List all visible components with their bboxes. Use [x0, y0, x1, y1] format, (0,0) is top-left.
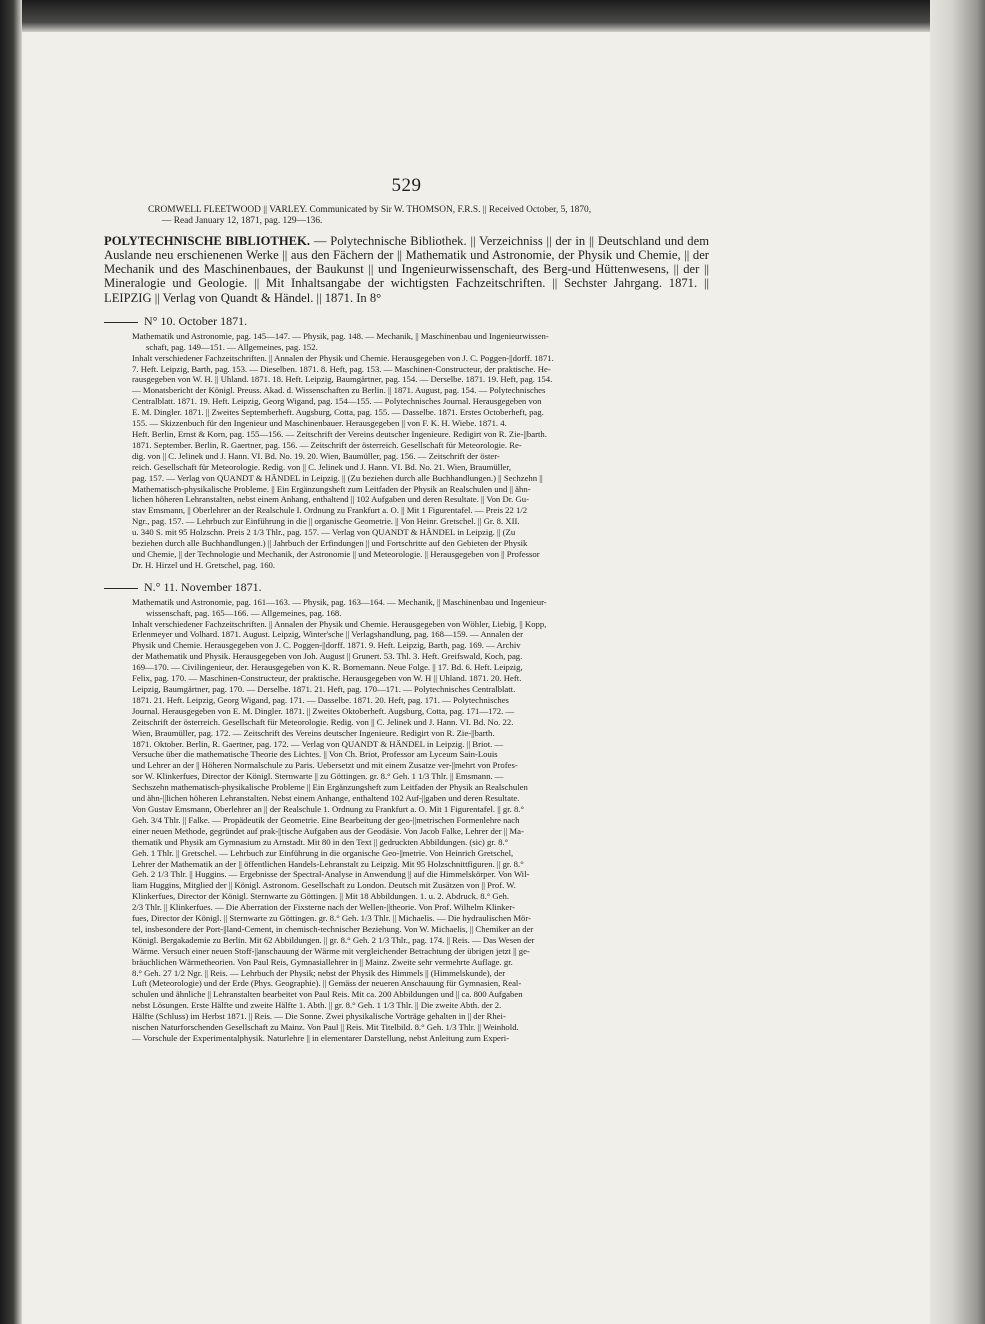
issue-text-line: Hälfte (Schluss) im Herbst 1871. || Reis. — Die Sonne. Zwei physikalische Vorträge gehalten in || der Rhei-	[132, 1011, 506, 1022]
issue-text-line: Inhalt verschiedener Fachzeitschriften. || Annalen der Physik und Chemie. Herausgegeben von J. C. Poggen-||dorff. 1871.	[132, 352, 554, 363]
issue-text-line: nebst Lösungen. Erste Hälfte und zweite Hälfte 1. Abth. || gr. 8.° Geh. 1 1/3 Thlr. || Die zweite Abth. der 2.	[132, 1000, 502, 1011]
issue-text-line: Von Gustav Emsmann, Oberlehrer an || der Realschule 1. Ordnung zu Frankfurt a. O. Mit 1 Figurentafel. || gr. 8.°	[132, 803, 524, 814]
heading-rule	[104, 322, 138, 323]
scan-left-edge	[0, 0, 22, 1324]
issue-text-line: Centralblatt. 1871. 19. Heft. Leipzig, Georg Wigand, pag. 154—155. — Polytechnisches Journal. Herausgegeben von	[132, 396, 542, 407]
issue-text-line: Sechszehn mathematisch-physikalische Probleme || Ein Ergänzungsheft zum Leitfaden der Physik an Realschulen	[132, 782, 528, 793]
bibliography-entry	[104, 234, 709, 305]
issue-text-line: 7. Heft. Leipzig, Barth, pag. 153. — Dieselben. 1871. 8. Heft, pag. 153. — Maschinen-Constructeur, der praktische. He-	[132, 363, 551, 374]
issue-text-line: — Vorschule der Experimentalphysik. Naturlehre || in elementarer Darstellung, nebst Anleitung zum Experi-	[132, 1033, 510, 1044]
issue-text-line: der Mathematik und Physik. Herausgegeben von Joh. August || Grunert. 53. Thl. 3. Heft. Greifswald, Koch, pag.	[132, 651, 523, 662]
reference-citation	[148, 205, 709, 228]
issue-text-line: rausgegeben von W. H. || Uhland. 1871. 18. Heft. Leipzig, Baumgärtner, pag. 154. — Derselbe. 1871. 19. Heft, pag. 154.	[132, 374, 553, 385]
issue-text-line: einer neuen Methode, gegründet auf prak-||tische Aufgaben aus der Geodäsie. Von Jacob Falke, Lehrer der || Ma-	[132, 825, 524, 836]
issue-text-line: Zeitschrift der österreich. Gesellschaft für Meteorologie. Redig. von || C. Jelinek und J. Hann. VI. Bd. No. 22.	[132, 716, 514, 727]
issue-text-line: Königl. Bergakademie zu Berlin. Mit 62 Abbildungen. || gr. 8.° Geh. 2 1/3 Thlr., pag. 174. || Reis. — Das Wesen der	[132, 934, 535, 945]
issue-text-line: Geh. 1 Thlr. || Gretschel. — Lehrbuch zur Einführung in die organische Geo-||metrie. Von Heinrich Gretschel,	[132, 847, 514, 858]
issue-text-line: Felix, pag. 170. — Maschinen-Constructeur, der praktische. Herausgegeben von W. H || Uhland. 1871. 20. Heft.	[132, 673, 522, 684]
issue-text-line: 155. — Skizzenbuch für den Ingenieur und Maschinenbauer. Herausgegeben || von F. K. H. Wiebe. 1871. 4.	[132, 418, 507, 429]
issue-text-line: nischen Naturforschenden Gesellschaft zu Mainz. Von Paul || Reis. Mit Titelbild. 8.° Geh. 1/3 Thlr. || Weinhold.	[132, 1022, 519, 1033]
issue-text-line: Geh. 3/4 Thlr. || Falke. — Propädeutik der Geometrie. Eine Bearbeitung der geo-||metrischen Formenlehre nach	[132, 814, 520, 825]
issue-text-line: 8.° Geh. 27 1/2 Ngr. || Reis. — Lehrbuch der Physik; nebst der Physik des Himmels || (Himmelskunde), der	[132, 967, 506, 978]
heading-rule	[104, 588, 138, 589]
issue-text-line: schulen und ähnliche || Lehranstalten bearbeitet von Paul Reis. Mit ca. 200 Abbildungen und || ca. 800 Aufgaben	[132, 989, 523, 1000]
issue-text-line: Klinkerfues, Director der Königl. Sternwarte zu Göttingen. || Mit 18 Abbildungen. 1. u. 2. Abdruck. 8.° Geh.	[132, 891, 510, 902]
issue-text-line: Wärme. Versuch einer neuen Stoff-||anschauung der Wärme mit vergleichender Betrachtung der übrigen jetzt || ge-	[132, 945, 530, 956]
issue-text-line: 2/3 Thlr. || Klinkerfues. — Die Aberration der Fixsterne nach der Wellen-||theorie. Von Prof. Wilhelm Klinker-	[132, 902, 515, 913]
issue-text-line: Mathematik und Astronomie, pag. 145—147. — Physik, pag. 148. — Mechanik, || Maschinenbau und Ingenieurwissen-	[132, 330, 549, 341]
issue-text-line: und Lehrer an der || Höheren Normalschule zu Paris. Uebersetzt und mit einem Zusatze ver-||mehrt von Profes-	[132, 760, 518, 771]
entry-text: — Polytechnische Bibliothek. || Verzeichniss || der in || Deutschland und dem Auslande neu erschienenen Werke || aus den Fächern der || Mathematik und Astronomie, der Physik und Chemie, || der Mechanik und des Maschinenbaues, der Baukunst || und Ingenieurwissenschaft, des Berg-und Hüttenwesens, || der || Mineralogie und Geologie. || Mit Inhaltsangabe der wichtigsten Fachzeitschriften. || Sechster Jahrgang. 1871. || LEIPZIG || Verlag von Quandt & Händel. || 1871. In 8°	[104, 233, 709, 305]
issue-text-line: und ähn-||lichen höheren Lehranstalten. Nebst einem Anhange, enthaltend 102 Auf-||gaben und deren Resultate.	[132, 793, 520, 804]
issue-text-line: Wien, Braumüller, pag. 172. — Zeitschrift des Vereins deutscher Ingenieure. Redigirt von R. Zie-||barth.	[132, 727, 495, 738]
issue-heading	[104, 314, 709, 328]
issue-text-line: Luft (Meteorologie) und der Erde (Phys. Geographie). || Gemäss der neueren Anschauung für Gymnasien, Real-	[132, 978, 522, 989]
issue-text-line: wissenschaft, pag. 165—166. — Allgemeines, pag. 168.	[146, 607, 342, 618]
scan-right-edge	[930, 0, 985, 1324]
issue-section	[104, 580, 709, 1044]
issue-text-line: beziehen durch alle Buchhandlungen.) || Jahrbuch der Erfindungen || und Fortschritte auf den Gebieten der Physik	[132, 538, 528, 549]
issue-text-line: Inhalt verschiedener Fachzeitschriften. || Annalen der Physik und Chemie. Herausgegeben von Wöhler, Liebig, || Kopp,	[132, 618, 547, 629]
issue-text-line: lichen höheren Lehranstalten, nebst einem Anhang, enthaltend || 102 Aufgaben und deren Resultate. || Von Dr. Gu-	[132, 494, 529, 505]
issue-text-line: Versuche über die mathematische Theorie des Lichtes. || Von Ch. Briot, Professor am Lyceum Sain-Louis	[132, 749, 498, 760]
issue-text-line: Leipzig, Baumgärtner, pag. 170. — Derselbe. 1871. 21. Heft, pag. 170—171. — Polytechnisches Centralblatt.	[132, 684, 516, 695]
issue-text-line: liam Huggins, Mitglied der || Königl. Astronom. Gesellschaft zu London. Deutsch mit Zusätzen von || Prof. W.	[132, 880, 516, 891]
issue-text-line: — Monatsbericht der Königl. Preuss. Akad. d. Wissenschaften zu Berlin. || 1871. August, pag. 154. — Polytechnisches	[132, 385, 546, 396]
page-number: 529	[391, 175, 422, 196]
issue-text-line: dig. von || C. Jelinek und J. Hann. VI. Bd. No. 19. 20. Wien, Baumüller, pag. 156. — Zeitschrift der öster-	[132, 450, 500, 461]
issue-text-line: 1871. 21. Heft. Leipzig, Georg Wigand, pag. 171. — Dasselbe. 1871. 20. Heft, pag. 171. — Polytechnisches	[132, 694, 509, 705]
issue-text-line: stav Emsmann, || Oberlehrer an der Realschule I. Ordnung zu Frankfurt a. O. || Mit 1 Figurentafel. — Preis 22 1/2	[132, 505, 528, 516]
issue-text-line: 1871. September. Berlin, R. Gaertner, pag. 156. — Zeitschrift der österreich. Gesellschaft für Meteorologie. Re-	[132, 439, 522, 450]
issue-heading-text: N.° 11. November 1871.	[144, 579, 262, 594]
issue-text-line: 1871. Oktober. Berlin, R. Gaertner, pag. 172. — Verlag von QUANDT & HÄNDEL in Leipzig. || Briot. —	[132, 738, 504, 749]
issue-text-line: Heft. Berlin, Ernst & Korn, pag. 155—156. — Zeitschrift der Vereins deutscher Ingenieure. Redigirt von R. Zie-||barth.	[132, 428, 547, 439]
issue-text-line: thematik und Physik am Gymnasium zu Arnstadt. Mit 80 in den Text || gedruckten Abbildungen. (sic) gr. 8.°	[132, 836, 509, 847]
issue-text-line: pag. 157. — Verlag von QUANDT & HÄNDEL in Leipzig. || (Zu beziehen durch alle Buchhandlungen.) || Sechzehn ||	[132, 472, 543, 483]
issue-text-line: 169—170. — Civilingenieur, der. Herausgegeben von K. R. Bornemann. Neue Folge. || 17. Bd. 6. Heft. Leipzig,	[132, 662, 523, 673]
issue-text-line: reich. Gesellschaft für Meteorologie. Redig. von || C. Jelinek und J. Hann. VI. Bd. No. 21. Wien, Braumüller,	[132, 461, 512, 472]
issues-list	[104, 314, 709, 1044]
issue-text-line: schaft, pag. 149—151. — Allgemeines, pag. 152.	[146, 341, 318, 352]
issue-text-line: sor W. Klinkerfues, Director der Königl. Sternwarte || zu Göttingen. gr. 8.° Geh. 1 1/3 Thlr. || Emsmann. —	[132, 771, 504, 782]
issue-text-line: Erlenmeyer und Volhard. 1871. August. Leipzig, Winter'sche || Verlagshandlung, pag. 168—159. — Annalen der	[132, 629, 524, 640]
reference-line: — Read January 12, 1871, pag. 129—136.	[162, 216, 323, 227]
issue-text-line: Ngr., pag. 157. — Lehrbuch zur Einführung in die || organische Geometrie. || Von Heinr. Gretschel. || Gr. 8. XII.	[132, 516, 520, 527]
issue-heading	[104, 580, 709, 594]
issue-text-line: u. 340 S. mit 95 Holzschn. Preis 2 1/3 Thlr., pag. 157. — Verlag von QUANDT & HÄNDEL in Leipzig. || (Zu	[132, 527, 516, 538]
reference-line: CROMWELL FLEETWOOD || VARLEY. Communicated by Sir W. THOMSON, F.R.S. || Received October, 5, 1870,	[148, 205, 592, 215]
issue-text-line: fues, Director der Königl. || Sternwarte zu Göttingen. gr. 8.° Geh. 1/3 Thlr. || Michaelis. — Die hydraulischen Mör-	[132, 913, 532, 924]
issue-text-line: bräuchlichen Wärmetheorien. Von Paul Reis, Gymnasiallehrer in || Mainz. Zweite sehr vermehrte Auflage. gr.	[132, 956, 513, 967]
issue-text-line: Geh. 2 1/3 Thlr. || Huggins. — Ergebnisse der Spectral-Analyse in Anwendung || auf die Himmelskörper. Von Wil-	[132, 869, 530, 880]
page-content	[104, 175, 709, 1044]
issue-text-line: Dr. H. Hirzel und H. Gretschel, pag. 160.	[132, 559, 276, 570]
entry-title: POLYTECHNISCHE BIBLIOTHEK.	[104, 233, 310, 248]
scan-top-edge	[0, 0, 985, 32]
issue-text-line: Journal. Herausgegeben von E. M. Dingler. 1871. || Zweites Oktoberheft. Augsburg, Cotta, pag. 171—172. —	[132, 705, 515, 716]
issue-text-line: Physik und Chemie. Herausgegeben von J. C. Poggen-||dorff. 1871. 9. Heft. Leipzig, Barth, pag. 169. — Archiv	[132, 640, 521, 651]
issue-text-line: Mathematisch-physikalische Probleme. || Ein Ergänzungsheft zum Leitfaden der Physik an Realschulen und || ähn-	[132, 483, 531, 494]
issue-text-line: tel, insbesondere der Port-||land-Cement, in chemisch-technischer Beziehung. Von W. Michaelis, || Chemiker an der	[132, 923, 534, 934]
issue-text-line: Lehrer der Mathematik an der || öffentlichen Handels-Lehranstalt zu Leipzig. Mit 95 Holzschnittfiguren. || gr. 8.°	[132, 858, 524, 869]
issue-section	[104, 314, 709, 571]
issue-heading-text: N° 10. October 1871.	[144, 313, 248, 328]
issue-text-line: und Chemie, || der Technologie und Mechanik, der Astronomie || und Meteorologie. || Herausgegeben von || Professor	[132, 548, 540, 559]
issue-text-line: Mathematik und Astronomie, pag. 161—163. — Physik, pag. 163—164. — Mechanik, || Maschinenbau und Ingenieur-	[132, 596, 547, 607]
issue-text-line: E. M. Dingler. 1871. || Zweites Septemberheft. Augsburg, Cotta, pag. 155. — Dasselbe. 1871. Erstes Octoberheft, pag.	[132, 407, 544, 418]
